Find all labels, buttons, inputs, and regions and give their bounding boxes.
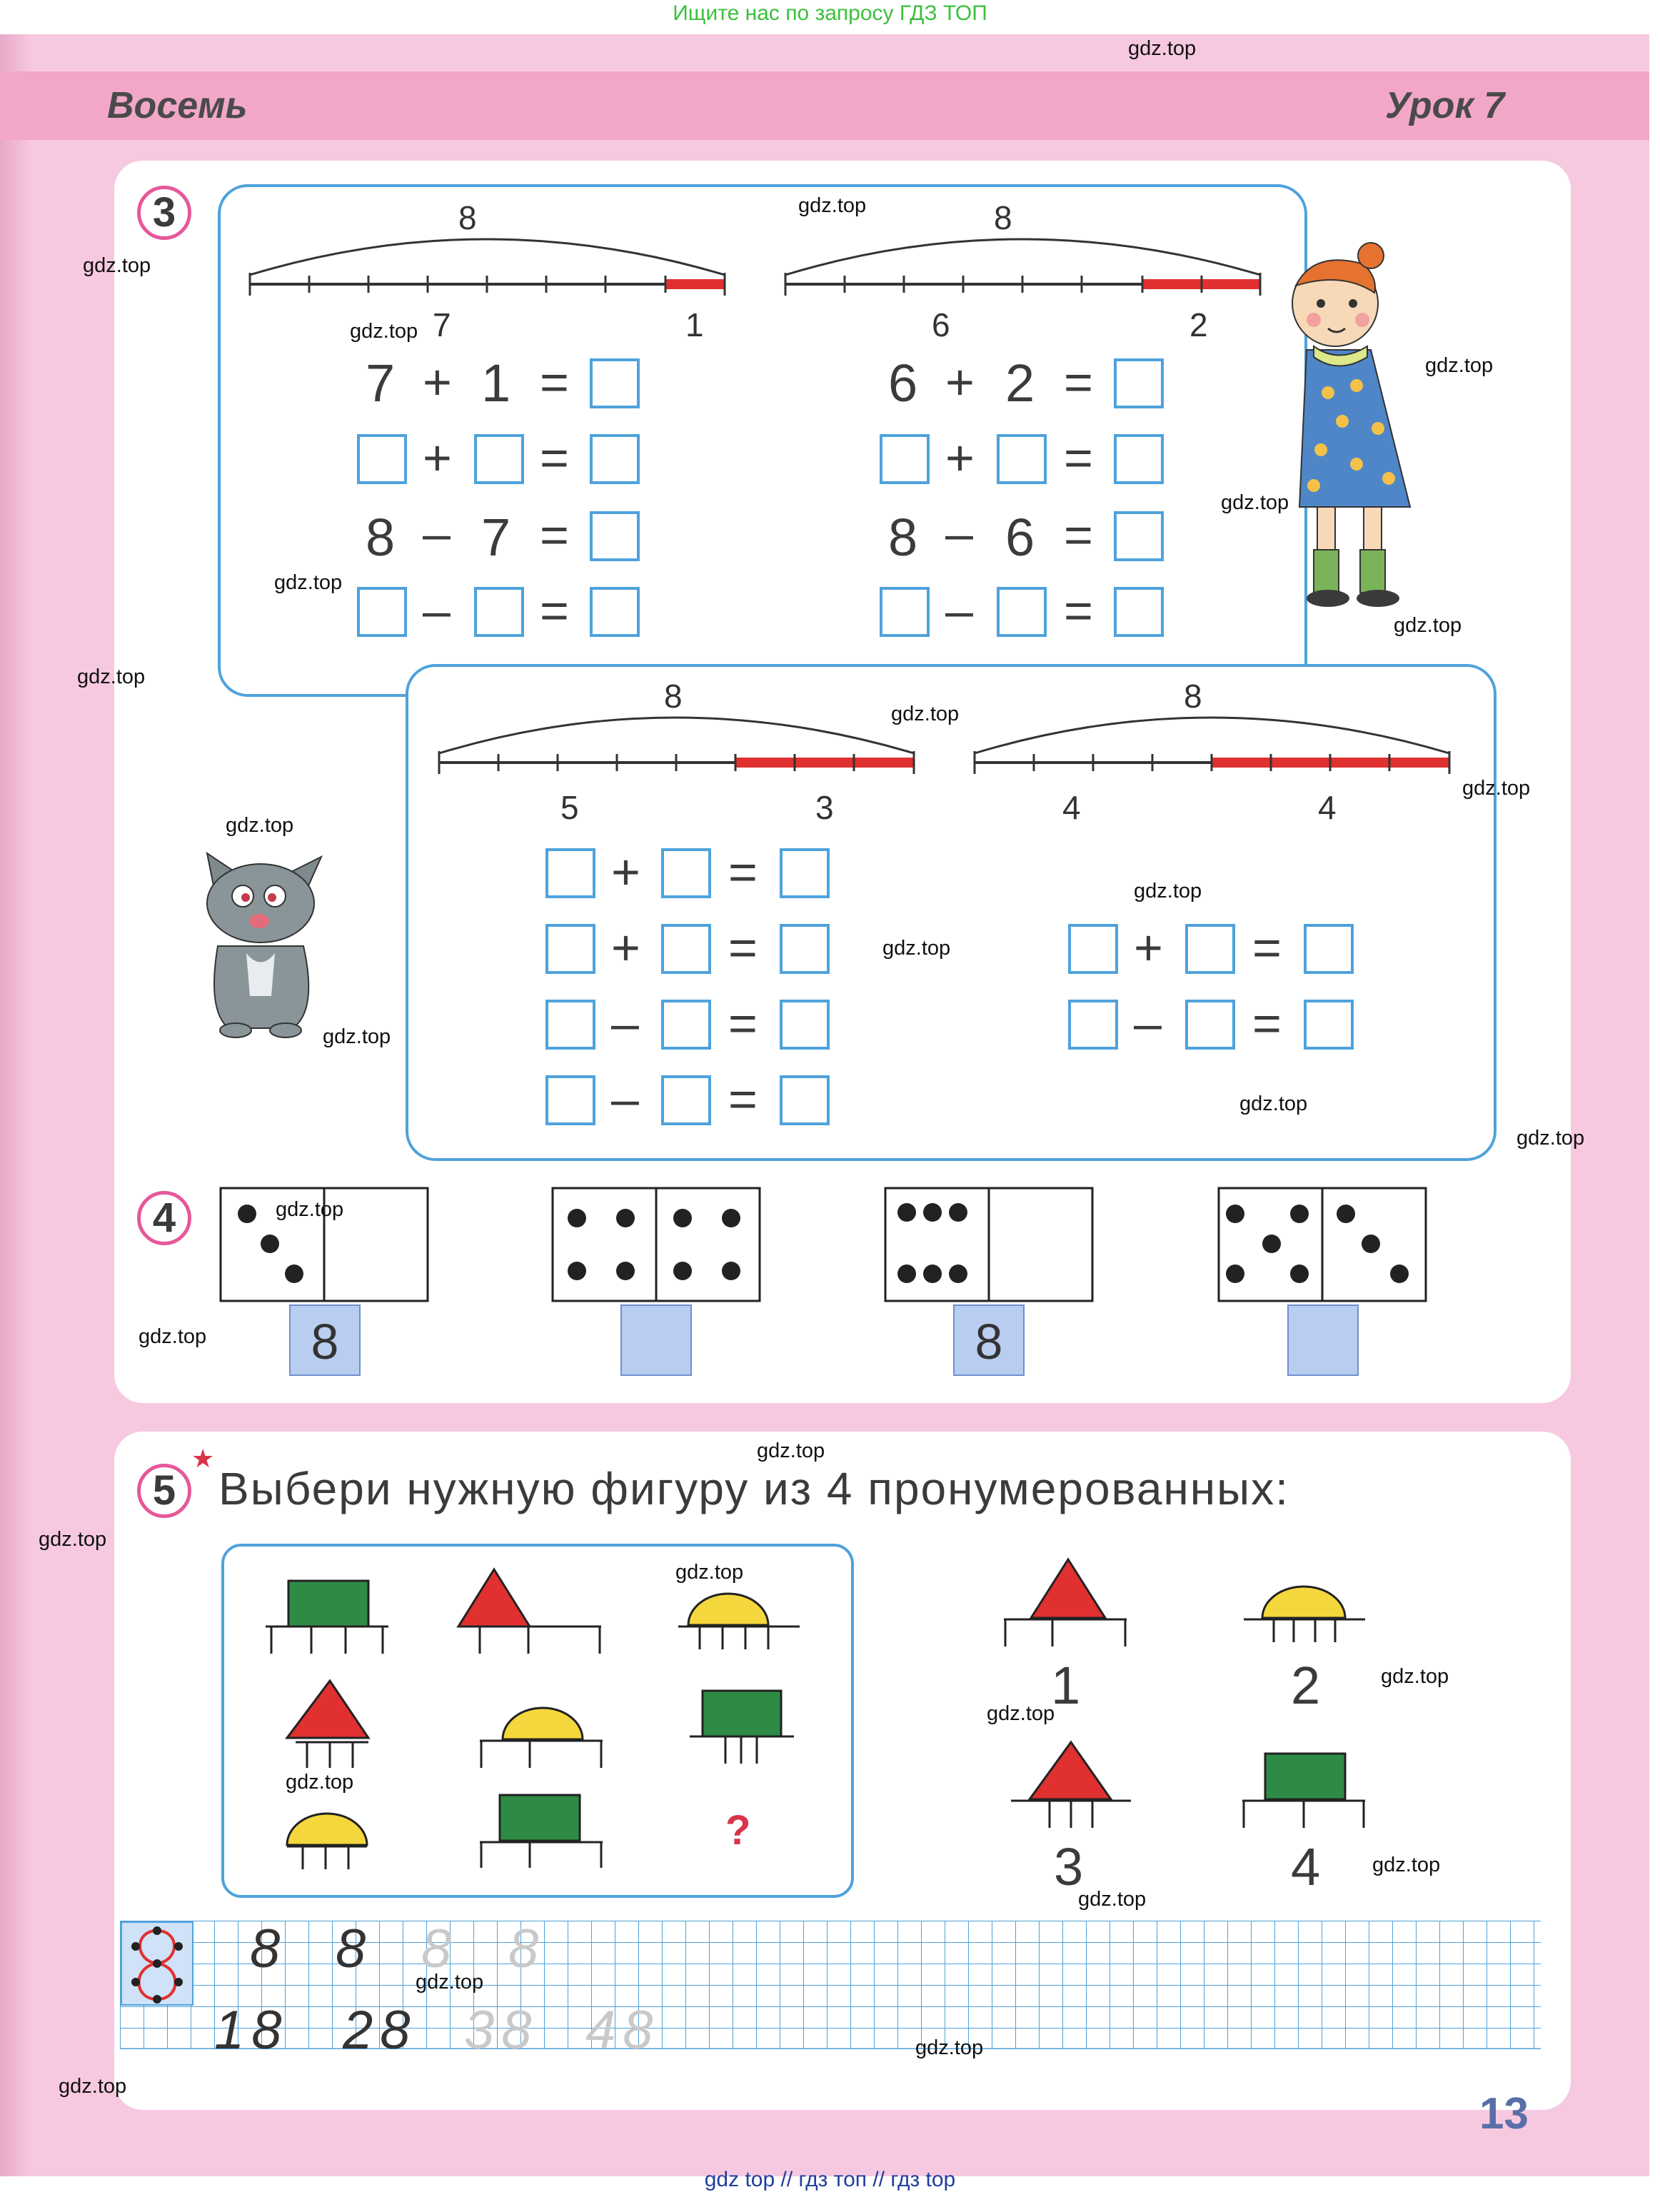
watermark: gdz.top xyxy=(987,1702,1055,1725)
eqB3-eq: = xyxy=(1064,507,1093,563)
eqA3-eq: = xyxy=(540,507,569,563)
watermark: gdz.top xyxy=(798,194,867,217)
domino1-answer-box[interactable]: 8 xyxy=(289,1304,361,1376)
watermark: gdz.top xyxy=(1134,880,1202,903)
eqB2-op: + xyxy=(945,430,975,486)
watermark: gdz.top xyxy=(77,665,146,688)
lesson-label: Урок 7 xyxy=(1385,85,1505,126)
watermark: gdz.top xyxy=(83,254,151,277)
writing-sample-18: 18 xyxy=(214,2000,289,2061)
watermark: gdz.top xyxy=(1221,491,1289,514)
eqA4-eq: = xyxy=(540,583,569,638)
writing-sample-8a: 8 xyxy=(250,1919,281,1979)
option-2-label[interactable]: 2 xyxy=(1291,1656,1321,1715)
writing-trace-8a: 8 xyxy=(421,1919,452,1979)
writing-grid[interactable] xyxy=(120,1921,1541,2049)
watermark: gdz.top xyxy=(1516,1127,1585,1150)
eqC3-op: – xyxy=(611,995,639,1051)
pattern-r3c1-semicircle-yellow xyxy=(287,1814,367,1869)
eqD1-op: + xyxy=(1134,920,1163,975)
writing-trace-48: 48 xyxy=(585,2000,660,2061)
watermark: gdz.top xyxy=(882,937,951,960)
watermark: gdz.top xyxy=(1462,777,1531,800)
watermark: gdz.top xyxy=(59,2075,127,2098)
watermark: gdz.top xyxy=(1372,1854,1441,1876)
page-number: 13 xyxy=(1479,2089,1529,2138)
watermark: gdz.top xyxy=(915,2036,984,2059)
option-3-triangle-red xyxy=(1011,1742,1131,1828)
eqC3-eq: = xyxy=(728,995,758,1051)
watermark: gdz.top xyxy=(1425,354,1494,377)
segment3-right: 3 xyxy=(815,789,834,826)
segment4-right: 4 xyxy=(1318,789,1337,826)
option-4-rect-green xyxy=(1242,1754,1365,1828)
eqB2-eq: = xyxy=(1064,430,1093,486)
pattern-r2c3-rect-green xyxy=(690,1691,794,1764)
watermark: gdz.top xyxy=(1381,1665,1449,1688)
watermark: gdz.top xyxy=(139,1325,207,1348)
watermark: gdz.top xyxy=(416,1971,484,1994)
option-3-label[interactable]: 3 xyxy=(1054,1837,1084,1896)
watermark: gdz.top xyxy=(1078,1888,1147,1911)
segment2-right: 2 xyxy=(1189,306,1208,343)
segment2-left: 6 xyxy=(932,306,950,343)
eqB1-b: 2 xyxy=(1005,353,1035,413)
task5-star-icon: ★ xyxy=(191,1444,215,1473)
writing-trace-38: 38 xyxy=(464,2000,539,2061)
pattern-r2c1-triangle-red xyxy=(287,1681,368,1768)
segment2-total: 8 xyxy=(994,199,1012,236)
eqA3-b: 7 xyxy=(481,508,511,567)
pattern-r1c2-triangle-red xyxy=(458,1569,601,1654)
watermark: gdz.top xyxy=(226,814,294,837)
watermark: gdz.top xyxy=(1128,37,1197,60)
eqA4-op: – xyxy=(423,583,451,638)
writing-trace-8b: 8 xyxy=(508,1919,539,1979)
segment4-left: 4 xyxy=(1062,789,1081,826)
option-4-label[interactable]: 4 xyxy=(1291,1837,1321,1896)
eqB4-op: – xyxy=(945,583,973,638)
segment1-right: 1 xyxy=(685,306,704,343)
eqA1-a: 7 xyxy=(366,353,396,413)
eqB1-eq: = xyxy=(1064,354,1093,410)
option-1-label[interactable]: 1 xyxy=(1051,1656,1081,1715)
watermark: gdz.top xyxy=(276,1198,344,1221)
segment3-total: 8 xyxy=(664,678,683,715)
watermark: gdz.top xyxy=(891,703,960,725)
eqC2-eq: = xyxy=(728,920,758,975)
eqC1-op: + xyxy=(611,844,640,900)
eqB1-a: 6 xyxy=(888,353,918,413)
eqA1-eq: = xyxy=(540,354,569,410)
task5-badge: 5 xyxy=(137,1464,191,1518)
eqC2-op: + xyxy=(611,920,640,975)
eqA2-eq: = xyxy=(540,430,569,486)
eqD2-eq: = xyxy=(1252,995,1282,1051)
writing-sample-28: 28 xyxy=(343,2000,418,2061)
segment1-left: 7 xyxy=(433,306,451,343)
pattern-r1c3-semicircle-yellow xyxy=(678,1594,800,1649)
eqB1-op: + xyxy=(945,354,975,410)
segment1-total: 8 xyxy=(458,199,477,236)
eqA3-a: 8 xyxy=(366,508,396,567)
task3-badge: 3 xyxy=(137,186,191,240)
pattern-r1c1-rect-green xyxy=(266,1581,388,1654)
eqB3-op: – xyxy=(945,506,973,561)
promo-banner-bottom: gdz top // гдз топ // гдз top xyxy=(704,2168,956,2191)
segment4-total: 8 xyxy=(1184,678,1202,715)
watermark: gdz.top xyxy=(286,1771,354,1794)
watermark: gdz.top xyxy=(274,571,343,594)
watermark: gdz.top xyxy=(757,1439,825,1462)
eqD1-eq: = xyxy=(1252,920,1282,975)
eqA2-op: + xyxy=(423,430,452,486)
eqC4-eq: = xyxy=(728,1071,758,1127)
task4-badge: 4 xyxy=(137,1191,191,1245)
eqC4-op: – xyxy=(611,1071,639,1127)
eqC1-eq: = xyxy=(728,844,758,900)
writing-sample-8b: 8 xyxy=(336,1919,366,1979)
watermark: gdz.top xyxy=(1239,1092,1308,1115)
pattern-r2c2-semicircle-yellow xyxy=(480,1708,603,1768)
promo-banner-top: Ищите нас по запросу ГДЗ ТОП xyxy=(673,1,987,25)
eqA3-op: – xyxy=(423,506,451,561)
eqB4-eq: = xyxy=(1064,583,1093,638)
watermark: gdz.top xyxy=(323,1025,391,1048)
watermark: gdz.top xyxy=(39,1528,107,1551)
question-mark: ? xyxy=(725,1807,751,1854)
watermark: gdz.top xyxy=(1394,614,1462,637)
page-title: Восемь xyxy=(107,85,248,126)
eqD2-op: – xyxy=(1134,995,1162,1051)
domino3-answer-box[interactable]: 8 xyxy=(953,1304,1025,1376)
eqA1-op: + xyxy=(423,354,452,410)
watermark: gdz.top xyxy=(350,320,418,343)
eqB3-b: 6 xyxy=(1005,508,1035,567)
pattern-r3c2-rect-green xyxy=(480,1795,603,1868)
segment3-left: 5 xyxy=(560,789,579,826)
watermark: gdz.top xyxy=(675,1561,744,1584)
option-2-semicircle-yellow xyxy=(1244,1587,1365,1642)
task5-instruction: Выбери нужную фигуру из 4 пронумерованных: xyxy=(218,1463,1289,1514)
eqA1-b: 1 xyxy=(481,353,511,413)
eqB3-a: 8 xyxy=(888,508,918,567)
option-1-triangle-red xyxy=(1004,1559,1127,1647)
